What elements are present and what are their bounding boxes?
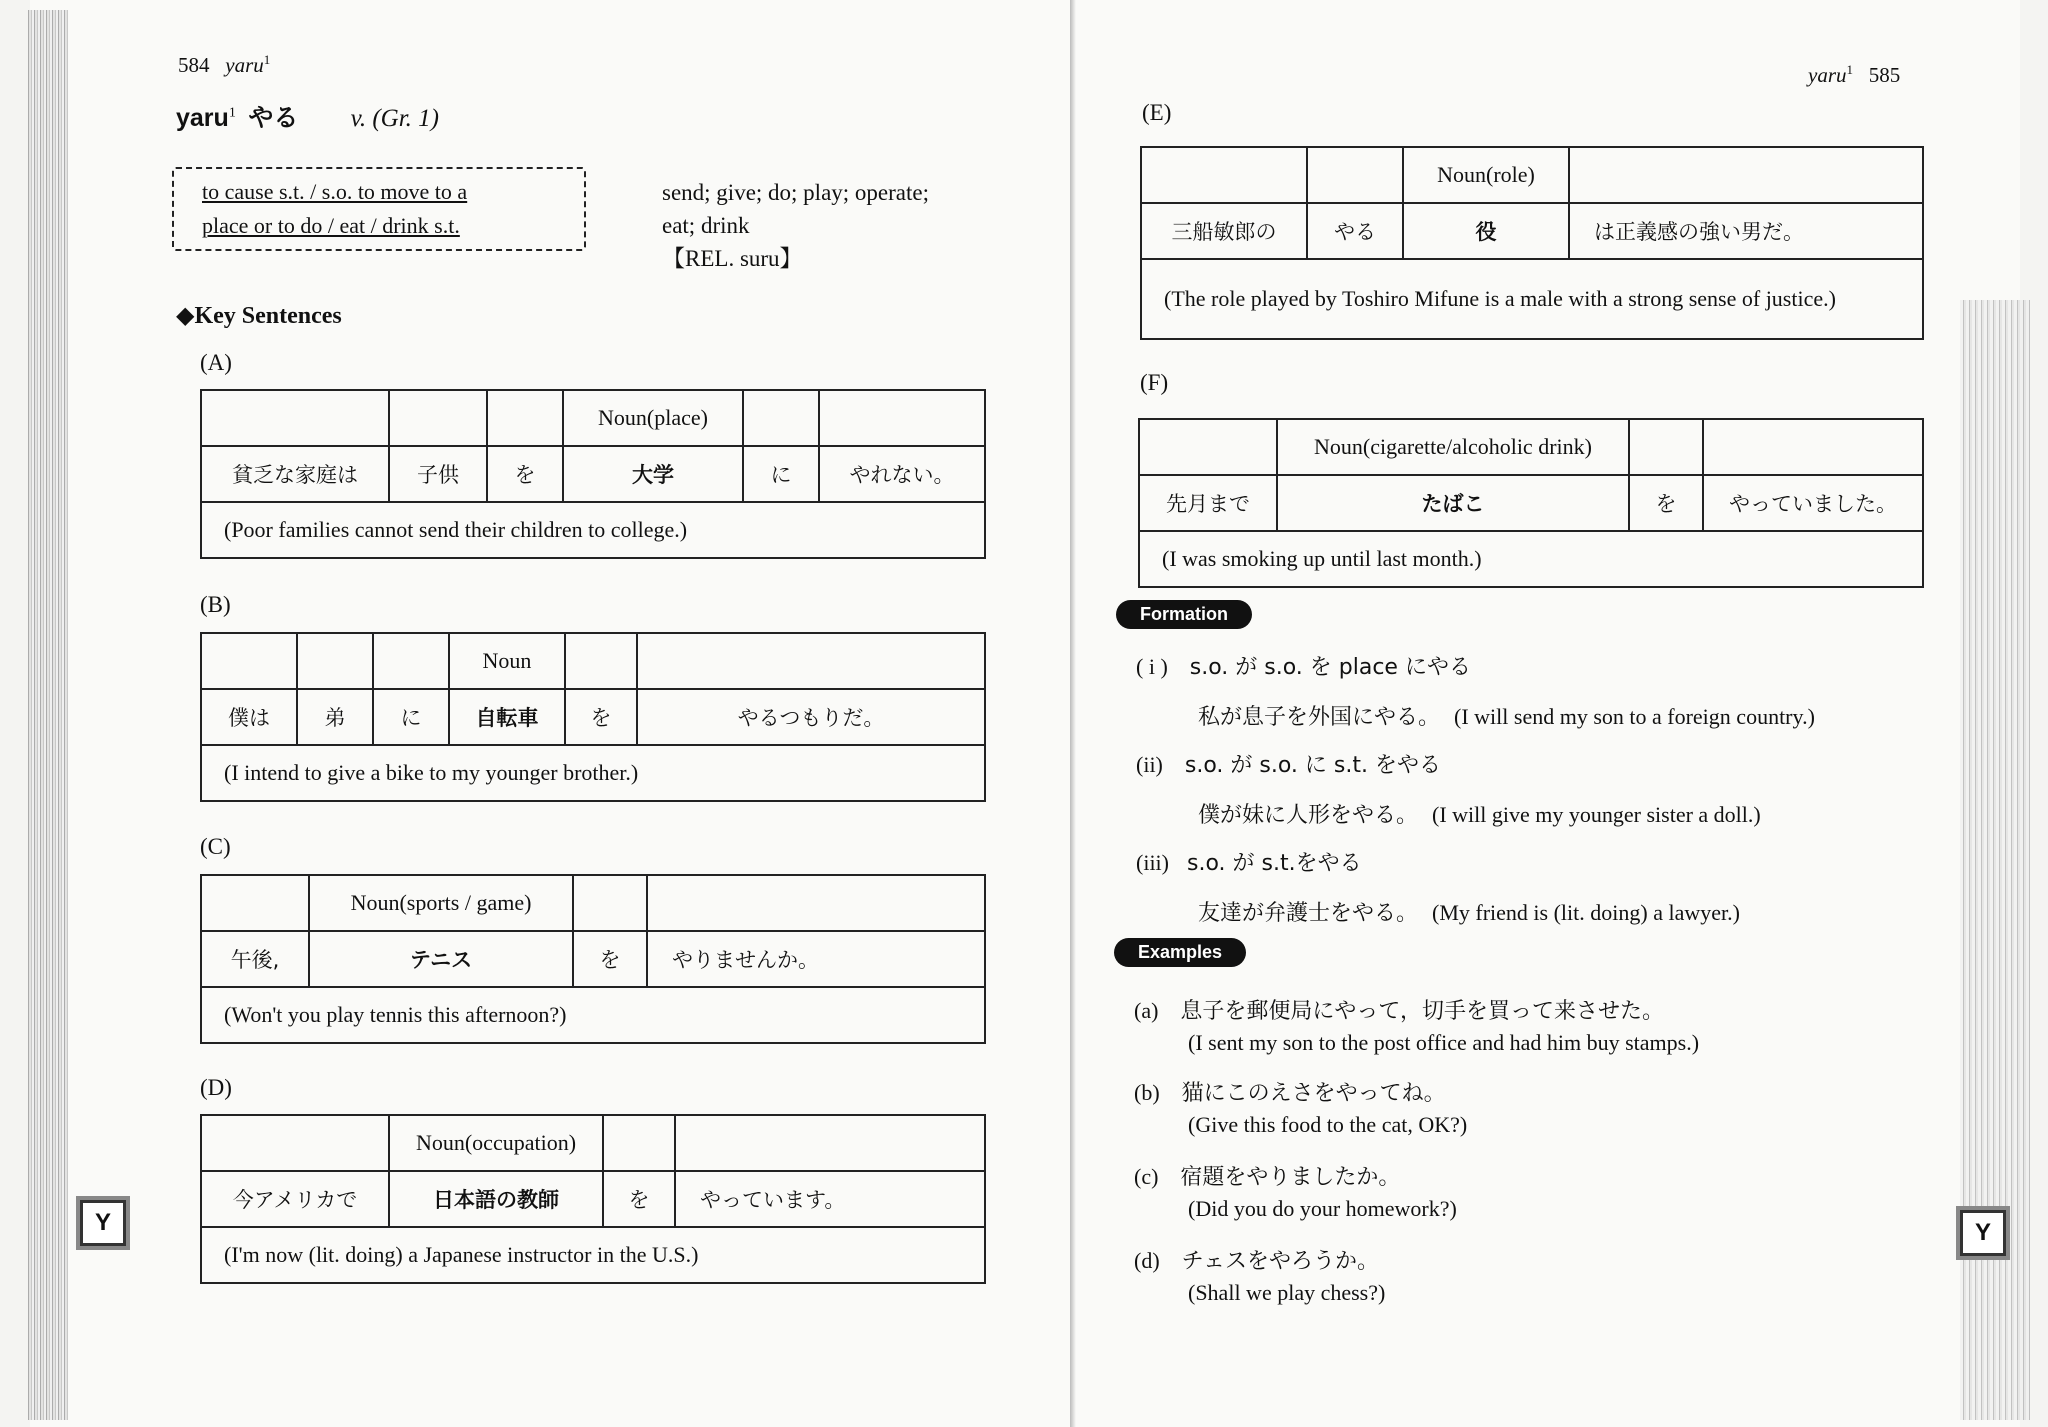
left-page-number: 584 <box>178 53 210 77</box>
example-translation: (I sent my son to the post office and had him buy stamps.) <box>1188 1030 1700 1055</box>
entry-pos: v. (Gr. 1) <box>350 105 439 132</box>
formation-item: (ii) s.o. が s.o. に s.t. をやる <box>1136 752 1441 778</box>
examples-heading: Examples <box>1114 938 1246 967</box>
formation-example: 僕が妹に人形をやる。 (I will give my younger sister a doll.) <box>1198 802 1761 828</box>
translation: (I intend to give a bike to my younger brother.) <box>201 745 985 801</box>
example-item: (b) 猫にこのえさをやってね。 <box>1134 1080 1446 1106</box>
key-sentence-table-a: Noun(place) 貧乏な家庭は 子供 を 大学 に やれない。 (Poor families cannot send their children to college.) <box>200 389 986 559</box>
example-translation: (Did you do your homework?) <box>1188 1196 1457 1221</box>
book-gutter <box>1070 0 1076 1427</box>
table-label: (C) <box>200 834 231 859</box>
table-label: (B) <box>200 592 231 617</box>
thumb-index-tab-right: Y <box>1960 1210 2006 1256</box>
translation: (I was smoking up until last month.) <box>1139 531 1923 587</box>
formation-heading: Formation <box>1116 600 1252 629</box>
formation-item: (iii) s.o. が s.t.をやる <box>1136 850 1362 876</box>
example-item: (a) 息子を郵便局にやって，切手を買って来させた。 <box>1134 998 1664 1024</box>
key-sentences-title: ◆Key Sentences <box>176 303 342 329</box>
key-sentence-table-c: Noun(sports / game) 午後, テニス を やりませんか。 (Won't you play tennis this afternoon?) <box>200 874 986 1044</box>
key-sentence-table-b: Noun 僕は 弟 に 自転車 を やるつもりだ。 (I intend to give a bike to my younger brother.) <box>200 632 986 802</box>
formation-item: ( i ) s.o. が s.o. を place にやる <box>1136 654 1471 680</box>
example-translation: (Give this food to the cat, OK?) <box>1188 1112 1468 1137</box>
table-label: (A) <box>200 350 232 375</box>
formation-example: 私が息子を外国にやる。 (I will send my son to a foreign country.) <box>1198 704 1815 730</box>
translation: (Poor families cannot send their children to college.) <box>201 502 985 558</box>
entry-kana: やる <box>248 103 299 132</box>
page-edge-left <box>28 10 68 1420</box>
left-header-word: yaru <box>225 53 264 77</box>
key-sentence-table-e: Noun(role) 三船敏郎の やる 役 は正義感の強い男だ。 (The role played by Toshiro Mifune is a male with a strong sense of justice.) <box>1140 146 1924 340</box>
table-label: (E) <box>1142 100 1172 125</box>
translation: (Won't you play tennis this afternoon?) <box>201 987 985 1043</box>
thumb-index-tab-left: Y <box>80 1200 126 1246</box>
entry-heading: yaru$^1$ やる v. (Gr. 1) <box>176 103 439 132</box>
left-running-header: 584 yaru$^1$ <box>178 52 271 77</box>
right-running-header: yaru$^1$ 585 <box>1808 62 1901 87</box>
meanings: send; give; do; play; operate; eat; drink 【REL. suru】 <box>662 176 992 275</box>
table-label: (F) <box>1140 370 1169 395</box>
formation-example: 友達が弁護士をやる。 (My friend is (lit. doing) a lawyer.) <box>1198 900 1740 926</box>
key-sentence-table-d: Noun(occupation) 今アメリカで 日本語の教師 を やっています。 (I'm now (lit. doing) a Japanese instructor in the U.S.) <box>200 1114 986 1284</box>
table-label: (D) <box>200 1075 232 1100</box>
right-page-number: 585 <box>1868 63 1901 87</box>
right-header-word: yaru <box>1808 63 1847 87</box>
related-entry: 【REL. suru】 <box>662 246 803 271</box>
translation: (The role played by Toshiro Mifune is a male with a strong sense of justice.) <box>1141 259 1923 339</box>
definition-box: to cause s.t. / s.o. to move to a place or to do / eat / drink s.t. <box>172 167 586 251</box>
example-item: (c) 宿題をやりましたか。 <box>1134 1164 1401 1190</box>
example-translation: (Shall we play chess?) <box>1188 1280 1386 1305</box>
key-sentence-table-f: Noun(cigarette/alcoholic drink) 先月まで たばこ を やっていました。 (I was smoking up until last month.) <box>1138 418 1924 588</box>
example-item: (d) チェスをやろうか。 <box>1134 1248 1379 1274</box>
translation: (I'm now (lit. doing) a Japanese instructor in the U.S.) <box>201 1227 985 1283</box>
